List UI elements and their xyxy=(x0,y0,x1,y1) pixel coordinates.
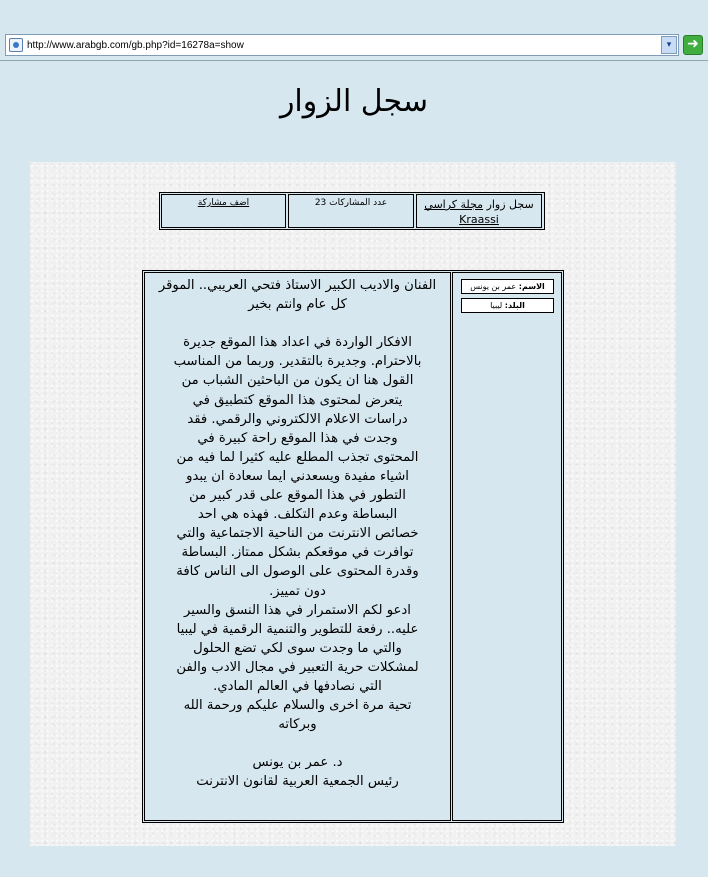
guestbook-entry xyxy=(142,270,564,823)
message-line: توافرت في موقعكم بشكل ممتاز. البساطة xyxy=(181,545,414,561)
message-line xyxy=(149,734,446,753)
message-line: القول هنا ان يكون من الباحثين الشباب من xyxy=(181,373,414,389)
entry-author-info xyxy=(452,272,562,821)
guestbook-header xyxy=(159,192,545,230)
message-line: اشياء مفيدة ويسعدني ايما سعادة ان يبدو xyxy=(186,468,409,484)
message-line: التي نصادفها في العالم المادي. xyxy=(213,678,382,694)
address-bar[interactable] xyxy=(5,34,679,56)
page-title: سجل الزوار xyxy=(279,84,429,119)
message-line: دراسات الاعلام الالكتروني والرقمي. فقد xyxy=(187,411,408,427)
message-line: يتعرض لمحتوى هذا الموقع كتطبيق في xyxy=(192,392,403,408)
entry-count: عدد المشاركات 23 xyxy=(288,194,414,228)
author-country-label: البلد: xyxy=(504,301,525,310)
address-url[interactable]: http://www.arabgb.com/gb.php?id=16278a=show xyxy=(27,39,244,51)
guestbook-prefix: سجل زوار xyxy=(486,198,534,211)
message-line xyxy=(149,314,446,333)
message-line: البساطة وعدم التكلف. فهذه هي احد xyxy=(197,507,398,523)
message-line: وبركاته xyxy=(278,717,317,733)
message-line: بالاحترام. وجديرة بالتقدير. وربما من المناسب xyxy=(173,354,422,370)
message-line: دون تمييز. xyxy=(269,583,326,599)
message-line: د. عمر بن يونس xyxy=(252,755,343,771)
message-line: وجدت في هذا الموقع راحة كبيرة في xyxy=(197,430,398,446)
guestbook-title-cell xyxy=(416,194,542,228)
guestbook-link[interactable]: مجلة كراسي Kraassi xyxy=(424,198,499,226)
chevron-down-icon: ▾ xyxy=(666,40,672,50)
go-button[interactable] xyxy=(683,35,703,55)
message-line: عليه.. رفعة للتطوير والتنمية الرقمية في ليبيا xyxy=(176,621,419,637)
message-line: الفنان والاديب الكبير الاستاذ فتحي العريبي.. الموقر xyxy=(158,278,437,293)
message-line: ادعو لكم الاستمرار في هذا النسق والسير xyxy=(184,602,411,618)
message-line: وقدرة المحتوى على الوصول الى الناس كافة xyxy=(176,564,419,580)
author-name-box xyxy=(461,279,554,294)
author-country-box xyxy=(461,298,554,313)
add-entry-link[interactable]: اضف مشاركة xyxy=(197,198,250,208)
address-dropdown-button[interactable] xyxy=(661,36,677,54)
message-line: المحتوى تجذب المطلع عليه كثيرا لما فيه من xyxy=(176,449,419,465)
message-line: كل عام وانتم بخير xyxy=(248,297,347,313)
entry-message xyxy=(144,272,451,821)
author-country-value: ليبيا xyxy=(490,301,503,310)
author-name-value: عمر بن يونس xyxy=(470,282,517,291)
message-line: خصائص الانترنت من الناحية الاجتماعية والتي xyxy=(176,526,419,542)
message-line: والتي ما وجدت سوى لكي تضع الحلول xyxy=(193,640,402,656)
message-line: تحية مرة اخرى والسلام عليكم ورحمة الله xyxy=(183,698,412,714)
message-line: لمشكلات حرية التعبير في مجال الادب والفن xyxy=(176,659,419,675)
author-name-label: الاسم: xyxy=(518,282,545,291)
message-line: الافكار الواردة في اعداد هذا الموقع جديرة xyxy=(183,335,412,351)
browser-top-strip xyxy=(0,0,708,30)
toolbar-divider xyxy=(0,60,708,61)
page-icon xyxy=(9,38,23,52)
add-entry-cell xyxy=(161,194,286,228)
message-line: التطور في هذا الموقع على قدر كبير من xyxy=(189,488,406,504)
message-line: رئيس الجمعية العربية لقانون الانترنت xyxy=(196,774,399,790)
arrow-right-icon: ➜ xyxy=(687,36,699,52)
